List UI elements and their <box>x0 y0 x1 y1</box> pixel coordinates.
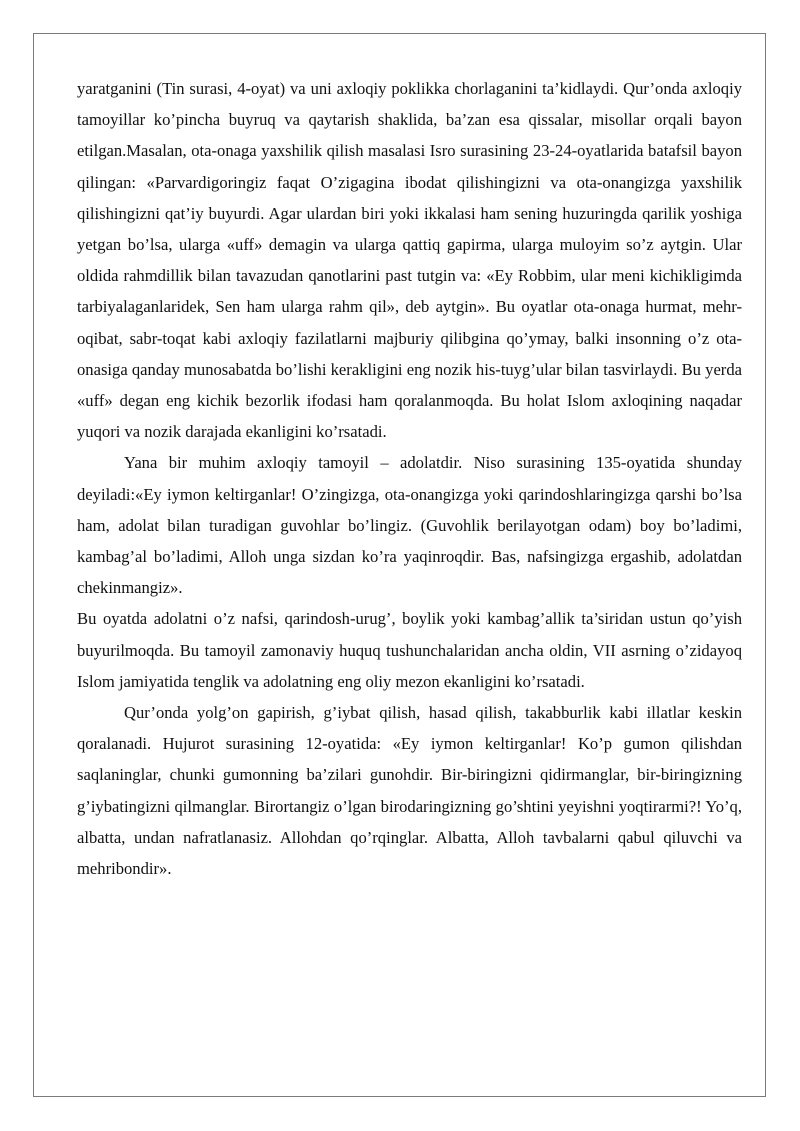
paragraph-2: Yana bir muhim axloqiy tamoyil – adolatdir. Niso surasining 135-oyatida shunday deyiladi:«Ey iymon keltirganlar! O’zingizga, ota-onangizga yoki qarindoshlaringizga qarshi bo’lsa ham, adolat bilan turadigan guvohlar bo’lingiz. (Guvohlik berilayotgan odam) boy bo’ladimi, kambag’al bo’ladimi, Alloh unga sizdan ko’ra yaqinroqdir. Bas, nafsingizga ergashib, adolatdan chekinmangiz». <box>77 453 742 598</box>
paragraph-3: Bu oyatda adolatni o’z nafsi, qarindosh-urug’, boylik yoki kambag’allik ta’siridan ustun qo’yish buyurilmoqda. Bu tamoyil zamonaviy huquq tushunchalaridan ancha oldin, VII asrning o’zidayoq Islom jamiyatida tenglik va adolatning eng oliy mezon ekanligini ko’rsatadi. <box>77 609 742 691</box>
document-body <box>77 73 742 884</box>
paragraph-4: Qur’onda yolg’on gapirish, g’iybat qilish, hasad qilish, takabburlik kabi illatlar keskin qoralanadi. Hujurot surasining 12-oyatida: «Ey iymon keltirganlar! Ko’p gumon qilishdan saqlaninglar, chunki gumonning ba’zilari gunohdir. Bir-biringizni qidirmanglar, bir-biringizning g’iybatingizni qilmanglar. Birortangiz o’lgan birodaringizning go’shtini yeyishni yoqtirarmi?! Yo’q, albatta, undan nafratlanasiz. Allohdan qo’rqinglar. Albatta, Alloh tavbalarni qabul qiluvchi va mehribondir». <box>77 703 742 879</box>
paragraph-1: yaratganini (Tin surasi, 4-oyat) va uni axloqiy poklikka chorlaganini ta’kidlaydi. Qur’onda axloqiy tamoyillar ko’pincha buyruq va qaytarish shaklida, ba’zan esa qissalar, misollar orqali bayon etilgan.Masalan, ota-onaga yaxshilik qilish masalasi Isro surasining 23-24-oyatlarida batafsil bayon qilingan: «Parvardigoringiz faqat O’zigagina ibodat qilishingizni va ota-onangizga yaxshilik qilishingizni qat’iy buyurdi. Agar ulardan biri yoki ikkalasi ham sening huzuringda qarilik yoshiga yetgan bo’lsa, ularga «uff» demagin va ularga qattiq gapirma, ularga muloyim so’z aytgin. Ular oldida rahmdillik bilan tavazudan qanotlarini past tutgin va: «Ey Robbim, ular meni kichikligimda tarbiyalaganlaridek, Sen ham ularga rahm qil», deb aytgin». Bu oyatlar ota-onaga hurmat, mehr-oqibat, sabr-toqat kabi axloqiy fazilatlarni majburiy qilibgina qo’ymay, balki insonning o’z ota-onasiga qanday munosabatda bo’lishi kerakligini eng nozik his-tuyg’ular bilan tasvirlaydi. Bu yerda «uff» degan eng kichik bezorlik ifodasi ham qoralanmoqda. Bu holat Islom axloqining naqadar yuqori va nozik darajada ekanligini ko’rsatadi. <box>77 79 742 442</box>
